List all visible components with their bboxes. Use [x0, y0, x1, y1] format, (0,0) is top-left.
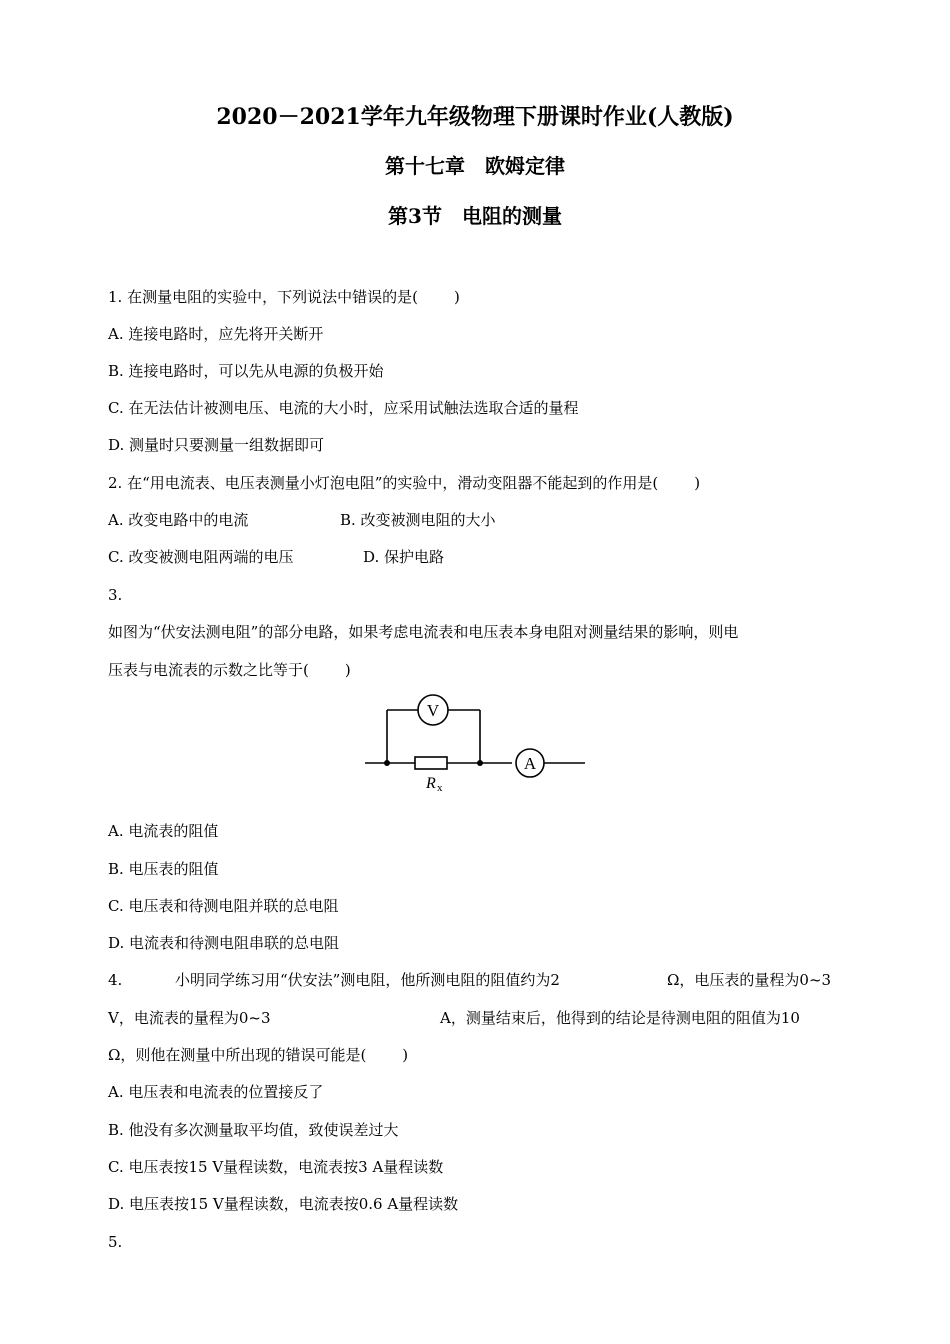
junction-right	[477, 760, 483, 766]
resistor-rx	[415, 757, 447, 769]
q4-option-a: A. 电压表和电流表的位置接反了	[108, 1083, 324, 1101]
q2-stem: 2. 在“用电流表、电压表测量小灯泡电阻”的实验中，滑动变阻器不能起到的作用是( )	[108, 474, 701, 492]
q1-stem: 1. 在测量电阻的实验中，下列说法中错误的是( )	[108, 288, 460, 306]
chapter-title: 第十七章 欧姆定律	[385, 154, 565, 178]
q1-option-b: B. 连接电路时，可以先从电源的负极开始	[108, 362, 384, 380]
resistor-label: R	[426, 775, 436, 792]
q2-option-a: A. 改变电路中的电流	[108, 511, 249, 529]
q3-stem-line1: 如图为“伏安法测电阻”的部分电路，如果考虑电流表和电压表本身电阻对测量结果的影响，则电	[108, 623, 739, 641]
q1-option-a: A. 连接电路时，应先将开关断开	[108, 325, 324, 343]
junction-left	[384, 760, 390, 766]
q4-option-d: D. 电压表按15 V量程读数，电流表按0.6 A量程读数	[108, 1195, 459, 1213]
resistor-subscript: x	[437, 782, 443, 794]
q3-option-a: A. 电流表的阻值	[108, 822, 219, 840]
q4-option-c: C. 电压表按15 V量程读数，电流表按3 A量程读数	[108, 1158, 444, 1176]
q4-line1-b: Ω，电压表的量程为0~3	[667, 971, 832, 989]
section-title: 第3节 电阻的测量	[388, 204, 562, 228]
voltmeter-label: V	[426, 701, 440, 720]
q1-option-d: D. 测量时只要测量一组数据即可	[108, 436, 325, 454]
q2-option-b: B. 改变被测电阻的大小	[340, 511, 496, 529]
q4-line3: Ω，则他在测量中所出现的错误可能是( )	[108, 1046, 409, 1064]
q3-option-b: B. 电压表的阻值	[108, 860, 219, 878]
q3-option-c: C. 电压表和待测电阻并联的总电阻	[108, 897, 339, 915]
q3-number: 3.	[108, 586, 123, 604]
q4-line2-a: V，电流表的量程为0~3	[108, 1009, 271, 1027]
q4-option-b: B. 他没有多次测量取平均值，致使误差过大	[108, 1121, 399, 1139]
ammeter-label: A	[523, 754, 537, 773]
q3-option-d: D. 电流表和待测电阻串联的总电阻	[108, 934, 340, 952]
doc-title: 2020－2021学年九年级物理下册课时作业(人教版)	[216, 104, 734, 130]
q4-line1-a: 小明同学练习用“伏安法”测电阻，他所测电阻的阻值约为2	[175, 971, 560, 989]
q4-line2-b: A，测量结束后，他得到的结论是待测电阻的阻值为10	[440, 1009, 800, 1027]
q2-option-d: D. 保护电路	[363, 548, 445, 566]
q5-number: 5.	[108, 1233, 123, 1251]
q3-stem-line2: 压表与电流表的示数之比等于( )	[108, 661, 351, 679]
q1-option-c: C. 在无法估计被测电压、电流的大小时，应采用试触法选取合适的量程	[108, 399, 579, 417]
q2-option-c: C. 改变被测电阻两端的电压	[108, 548, 294, 566]
circuit-diagram	[360, 690, 590, 795]
q4-number: 4.	[108, 971, 123, 989]
